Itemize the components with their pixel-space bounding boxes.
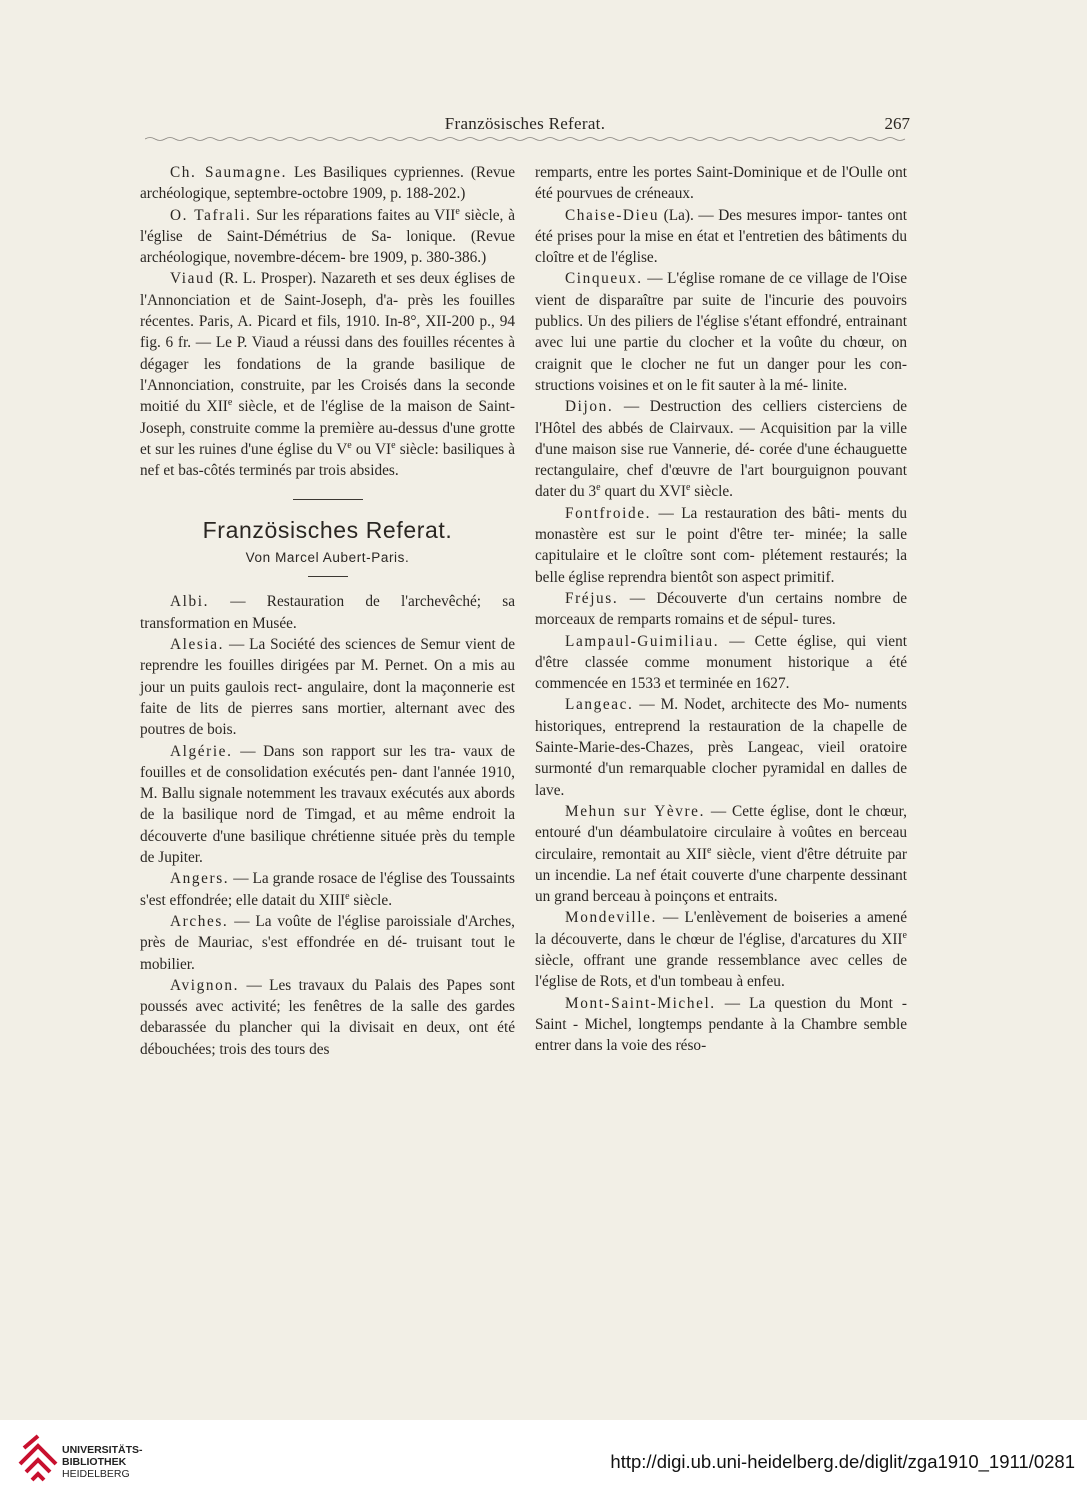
text-line: la maison de Saint-Joseph, construite comme la [140, 398, 515, 437]
text-line: VII [434, 206, 456, 224]
entry-name: Mondeville. [565, 909, 657, 927]
text-line: (R. L. Prosper). Nazareth et ses deux [214, 270, 450, 288]
text-line: p. 188-202.) [390, 185, 466, 203]
text-line: Les Basiliques cypriennes. [287, 164, 464, 181]
text-line: bientôt son aspect primitif. [670, 568, 835, 586]
text-line: des gardes debarassée du plancher qui la divisait [140, 998, 516, 1037]
text-line: — L'enlèvement de boiseries [656, 909, 849, 927]
text-line: première au-dessus d'une grotte et sur les ruines [140, 419, 515, 458]
section-author: Von Marcel Aubert-Paris. [245, 550, 410, 566]
author-divider [308, 576, 348, 577]
text-line: dant l'année 1910, M. Ballu signale notemment [140, 763, 516, 803]
entry-name: Albi. [170, 593, 210, 611]
text-line: bre 1909, p. 380-386.) [349, 249, 487, 267]
text-line: La nef était couverte d'une charpente dessinant [615, 866, 908, 884]
text-line: de l'art bourguignon pouvant dater du 3 [535, 462, 907, 501]
text-line: des pouvoirs publics. Un des piliers de l'église [535, 291, 907, 331]
text-line: des Toussaints s'est effondrée; elle datait du [140, 870, 516, 909]
text-line: un grand berceau à poinçons et entraits. [535, 888, 778, 906]
text-line: d'une église du V [240, 440, 348, 458]
library-logo-icon [14, 1434, 64, 1489]
right-column [535, 162, 907, 1056]
text-line: sont poussés avec activité; les fenêtres de la salle [140, 976, 516, 1016]
superscript: e [227, 397, 233, 409]
text-line: l'Annonciation, construite, par les Croisés dans [140, 376, 442, 394]
entry-frejus [535, 588, 907, 631]
text-line: l'entretien des bâtiments du cloître et de l'église. [535, 227, 908, 267]
text-line: ments du monastère est sur le point d'être ter- [535, 504, 907, 544]
superscript: e [902, 929, 907, 941]
entry-fontfroide [535, 503, 907, 588]
text-line: — Cette église, dont [705, 802, 843, 820]
text-line: — Les travaux du Palais des Papes [239, 976, 483, 994]
superscript: e [455, 205, 460, 217]
text-line: linite. [811, 376, 848, 394]
running-head [140, 112, 910, 138]
entry-name: Mont-Saint-Michel. [565, 994, 716, 1012]
text-line: — L'église romane de ce village [642, 270, 849, 288]
text-line: Langeac, vieil oratoire surmonté d'un remarquable [535, 739, 907, 778]
text-line: et bas-côtés terminés par trois absides. [163, 462, 399, 480]
superscript: e [347, 439, 352, 451]
entry-name: Arches. [170, 912, 229, 930]
text-line: les travaux exécutés aux abords de la basilique [140, 785, 515, 824]
text-line: l'Oulle ont été pourvues de créneaux. [535, 164, 907, 203]
permalink-url[interactable]: http://digi.ub.uni-heidelberg.de/diglit/zga1910_1911/0281 [610, 1451, 1075, 1472]
entry-name: Avignon. [170, 976, 240, 994]
superscript: e [391, 439, 396, 451]
text-line: siècle, vient d'être détruite par un incendie. [535, 845, 907, 884]
running-title: Französisches Referat. [444, 114, 606, 133]
text-line: P. Viaud a réussi dans des fouilles récentes à [236, 334, 515, 352]
text-line: ressemblance avec celles de l'église de Rots, et [535, 951, 907, 991]
text-line: numents historiques, entreprend la restauration [535, 696, 907, 735]
text-line: transformation en Musée. [140, 614, 297, 632]
text-line: a amené la découverte, dans le chœur de l'église, [535, 909, 907, 948]
text-line: — La voûte de l'église paroissiale [228, 912, 452, 930]
entry-name: Alesia. [170, 636, 225, 654]
text-line: ou VI [351, 440, 392, 458]
entry-chaise-dieu [535, 205, 907, 269]
text-line: de Jupiter. [140, 849, 203, 867]
superscript: e [706, 844, 712, 856]
entry-mehun [535, 801, 907, 907]
text-line: la seconde moitié du XII [140, 376, 515, 416]
entry-albi [140, 591, 515, 634]
left-column [140, 162, 515, 1060]
text-line: Sur les réparations faites au [251, 206, 430, 224]
entry-dijon [535, 396, 907, 502]
text-line: à voûtes en berceau circulaire, remontait au [535, 824, 908, 863]
entry-name: Algérie. [170, 742, 233, 760]
text-line: que le clocher ne fut un danger pour les con- [590, 355, 907, 373]
library-name [62, 1444, 143, 1480]
text-line: Chambre semble entrer dans la voie des réso- [535, 1015, 907, 1055]
text-line: — Découverte d'un certains nombre [618, 589, 882, 607]
text-line: angulaire, dont la maçonnerie est faite de lits [140, 678, 515, 717]
entry-name: Mehun sur Yèvre. [565, 802, 705, 820]
text-line: siècle, à l'église de Saint-Démétrius de Sa- [140, 206, 515, 245]
text-line: plétement restaurés; la belle église reprendra [535, 547, 907, 586]
library-name-line: HEIDELBERG [62, 1468, 130, 1480]
text-line: Mont - Saint - Michel, longtemps pendante à la [535, 994, 907, 1033]
text-line: de l'Hôtel des abbés de Clairvaux. — Acquisition [535, 398, 908, 437]
text-line: (La). — Des mesures impor- [659, 206, 843, 224]
entry-name: Viaud [170, 270, 215, 288]
entry-saumagne [140, 162, 515, 205]
superscript: e [686, 482, 691, 494]
text-line: XIII [318, 891, 346, 909]
text-line: quart [600, 483, 636, 501]
entry-algerie [140, 741, 515, 869]
text-line: structions voisines et on le fit sauter à la mé- [535, 376, 809, 394]
text-line: du XVI [639, 483, 687, 501]
entry-alesia [140, 634, 515, 740]
text-line: vaux de fouilles et de consolidation exécutés pen- [140, 742, 516, 781]
text-line: corée d'une échauguette rectangulaire, chef d'œuvre [535, 440, 908, 480]
text-line: siècle, offrant une grande [535, 951, 709, 969]
text-line: tures. [802, 611, 836, 629]
library-name-line: BIBLIOTHEK [62, 1456, 127, 1468]
text-line: vient d'être classée comme monument historique [535, 632, 907, 671]
entry-name: Dijon. [565, 398, 614, 416]
text-line: — La question du [715, 994, 851, 1012]
section-divider [293, 499, 363, 500]
text-line: — La restauration des bâti- [651, 504, 841, 522]
entry-name: Lampaul-Guimiliau. [565, 632, 720, 650]
entry-avignon [140, 975, 515, 1060]
text-line: dégager les fondations de la grande basilique de [140, 355, 515, 373]
entry-name: Angers. [170, 870, 230, 888]
text-line: de morceaux de remparts romains et de sépul- [535, 589, 908, 629]
text-line: a été commencée en 1533 et terminée en 1627. [535, 653, 907, 693]
entry-viaud [140, 268, 515, 481]
text-line: Pernet. On a mis au jour un puits gaulois rect- [140, 657, 515, 696]
entry-name: O. Tafrali. [170, 206, 252, 224]
text-line: lonique. (Revue archéologique, novembre-décem- [140, 227, 515, 267]
text-line: d'une basilique chrétienne située près du temple [212, 827, 515, 845]
header-rule [145, 136, 910, 142]
text-line: — La Société des sciences de Semur [224, 636, 461, 654]
text-line: de l'Oise vient de disparaître par suite de l'incurie [535, 270, 907, 309]
text-line: de bois. [188, 721, 237, 739]
text-line: vient de reprendre les fouilles dirigées par M. [140, 636, 516, 675]
text-line: (Revue archéologique, septembre-octobre 1909, [140, 164, 515, 203]
text-line: siècle. [349, 891, 393, 909]
entry-continuation [535, 162, 907, 205]
text-line: siècle: basiliques à nef [140, 440, 516, 480]
text-line: fils, 1910. In-8°, XII-200 p., 94 fig. 6 fr. — Le [140, 313, 516, 352]
text-line: d'arcatures du XII [790, 930, 903, 948]
footer-bar [0, 1420, 1087, 1503]
text-line: — Destruction des celliers cisterciens [613, 398, 882, 416]
entry-langeac [535, 694, 907, 800]
text-line: de la chapelle de Sainte-Marie-des-Chazes, près [535, 717, 908, 757]
text-line: de pierres sans mortier, alternant avec des poutres [140, 699, 516, 739]
text-line: clocher pyramidal en dalles de lave. [535, 760, 907, 799]
entry-name: Fréjus. [565, 589, 619, 607]
entry-name: Langeac. [565, 696, 634, 714]
text-line: minée; la salle capitulaire et le cloître sont com- [535, 526, 907, 565]
text-line: XII [685, 845, 707, 863]
superscript: e [596, 482, 601, 494]
text-line: truisant tout le mobilier. [140, 934, 515, 973]
superscript: e [345, 890, 350, 902]
entry-name: Chaise-Dieu [565, 206, 660, 224]
text-line: en deux, ont été débouchées; trois des tours des [140, 1019, 515, 1058]
text-line: par la ville d'une maison sise rue Vannerie, dé- [535, 419, 907, 458]
text-line: — La grande rosace de l'église [229, 870, 423, 888]
entry-tafrali [140, 205, 515, 269]
text-line: tantes ont été prises pour la mise en état et [535, 206, 907, 245]
entry-mondeville [535, 907, 907, 992]
text-line: s'étant effondré, entrainant avec lui une partie [535, 313, 907, 352]
text-line: d'un tombeau à enfeu. [650, 973, 785, 991]
text-line: près les fouilles récentes. Paris, A. Picard et [140, 291, 515, 331]
entry-name: Fontfroide. [565, 504, 652, 522]
text-line: d'Arches, près de Mauriac, s'est effondrée en dé- [140, 912, 515, 952]
text-line: du clocher et la voûte du chœur, on craignit [535, 334, 907, 373]
text-line: églises de l'Annonciation et de Saint-Joseph, d'a- [140, 270, 515, 309]
entry-name: Cinqueux. [565, 270, 643, 288]
entry-angers [140, 868, 515, 911]
text-line: remparts, entre les portes Saint-Dominique et de [535, 164, 837, 181]
text-line: — Restauration de l'archevêché; sa [209, 593, 515, 611]
entry-arches [140, 911, 515, 975]
text-line: — Cette église, qui [719, 632, 867, 650]
library-name-line: UNIVERSITÄTS- [62, 1444, 143, 1456]
text-line: siècle, et de l'église de [232, 398, 385, 416]
text-line: — Dans son rapport sur les tra- [232, 742, 456, 760]
entry-name: Ch. Saumagne. [170, 164, 287, 181]
page-number: 267 [884, 114, 910, 133]
entry-mont-saint-michel [535, 993, 907, 1057]
entry-lampaul [535, 631, 907, 695]
text-line: nord de Timgad, et au même endroit la découverte [140, 806, 516, 845]
text-line: le chœur, entouré d'un déambulatoire circulaire [535, 802, 907, 842]
section-title: Französisches Referat. [202, 517, 453, 544]
text-line: — M. Nodet, architecte des Mo- [633, 696, 850, 714]
text-line: siècle. [690, 483, 733, 501]
entry-cinqueux [535, 268, 907, 396]
